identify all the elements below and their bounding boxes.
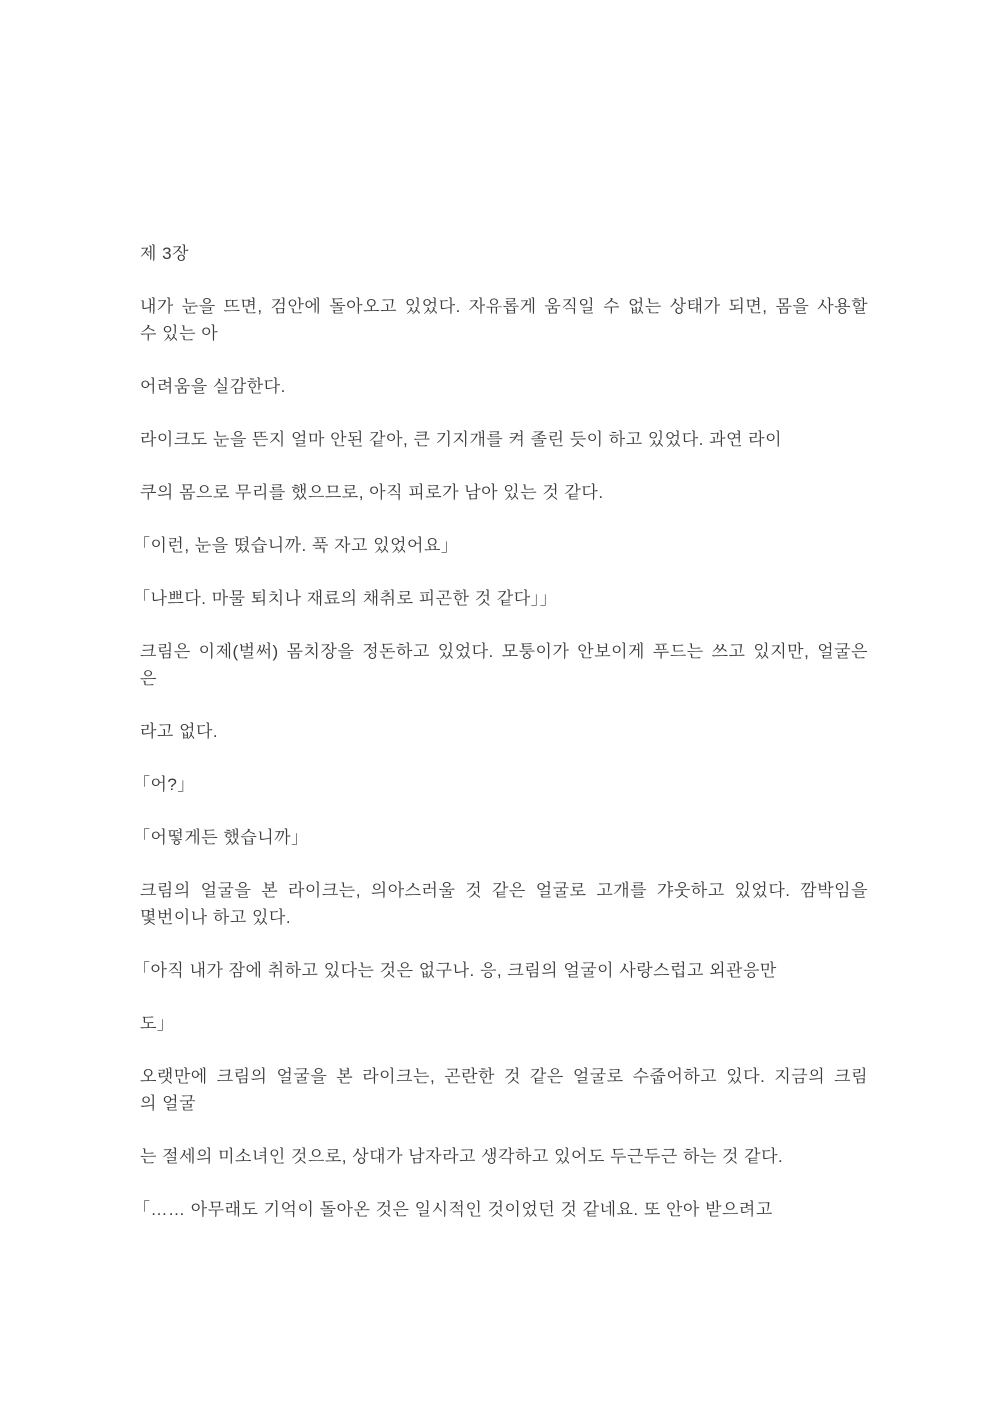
paragraph-line: 「나쁘다. 마물 퇴치나 재료의 채취로 피곤한 것 같다」」: [133, 589, 558, 608]
paragraph-line: 오랫만에 크림의 얼굴을 본 라이크는, 곤란한 것 같은 얼굴로 수줍어하고 있다. 지금의 크림: [140, 1067, 868, 1086]
paragraph-line: 라이크도 눈을 뜬지 얼마 안된 같아, 큰 기지개를 켜 졸린 듯이 하고 있었다. 과연 라이: [140, 430, 782, 449]
paragraph-line: 쿠의 몸으로 무리를 했으므로, 아직 피로가 남아 있는 것 같다.: [140, 483, 604, 502]
paragraph-line: 어려움을 실감한다.: [140, 377, 286, 396]
paragraph-line: 수 있는 아: [140, 324, 219, 343]
paragraph-line: 「어떻게든 했습니까」: [133, 828, 309, 847]
paragraph: [140, 1063, 868, 1117]
paragraph: [140, 293, 868, 347]
paragraph-line: 는 절세의 미소녀인 것으로, 상대가 남자라고 생각하고 있어도 두근두근 하는 것 같다.: [140, 1147, 784, 1166]
paragraph-line: 「…… 아무래도 기억이 돌아온 것은 일시적인 것이었던 것 같네요. 또 안아 받으려고: [133, 1200, 773, 1219]
paragraph: [140, 426, 868, 453]
paragraph: [140, 877, 868, 931]
dialogue-paragraph: [133, 824, 868, 851]
dialogue-paragraph: [133, 771, 868, 798]
paragraph-line: 라고 없다.: [140, 722, 219, 741]
paragraph-line: 「아직 내가 잠에 취하고 있다는 것은 없구나. 응, 크림의 얼굴이 사랑스럽고 외관응만: [133, 961, 777, 980]
paragraph-line: 도」: [140, 1014, 175, 1033]
paragraph: [140, 1010, 868, 1037]
dialogue-paragraph: [133, 585, 868, 612]
paragraph: [140, 718, 868, 745]
paragraph-line: 「어?」: [133, 775, 195, 794]
paragraph-line: 「이런, 눈을 떴습니까. 푹 자고 있었어요」: [133, 536, 459, 555]
paragraph-line: 은: [140, 669, 157, 688]
chapter-heading: 제 3장: [140, 244, 190, 263]
paragraph-line: 의 얼굴: [140, 1094, 196, 1113]
paragraph-line: 크림의 얼굴을 본 라이크는, 의아스러울 것 같은 얼굴로 고개를 갸웃하고 있었다. 깜박임을: [140, 881, 868, 900]
paragraph: [140, 373, 868, 400]
paragraph-line: 내가 눈을 뜨면, 검안에 돌아오고 있었다. 자유롭게 움직일 수 없는 상태가 되면, 몸을 사용할: [140, 297, 868, 316]
paragraph-line: 몇번이나 하고 있다.: [140, 908, 292, 927]
paragraph-line: 크림은 이제(벌써) 몸치장을 정돈하고 있었다. 모퉁이가 안보이게 푸드는 쓰고 있지만, 얼굴은: [140, 642, 868, 661]
dialogue-paragraph: [133, 532, 868, 559]
dialogue-paragraph: [133, 957, 868, 984]
dialogue-paragraph: [133, 1196, 868, 1223]
paragraph: [140, 479, 868, 506]
paragraph: [140, 638, 868, 692]
paragraph: [140, 1143, 868, 1170]
